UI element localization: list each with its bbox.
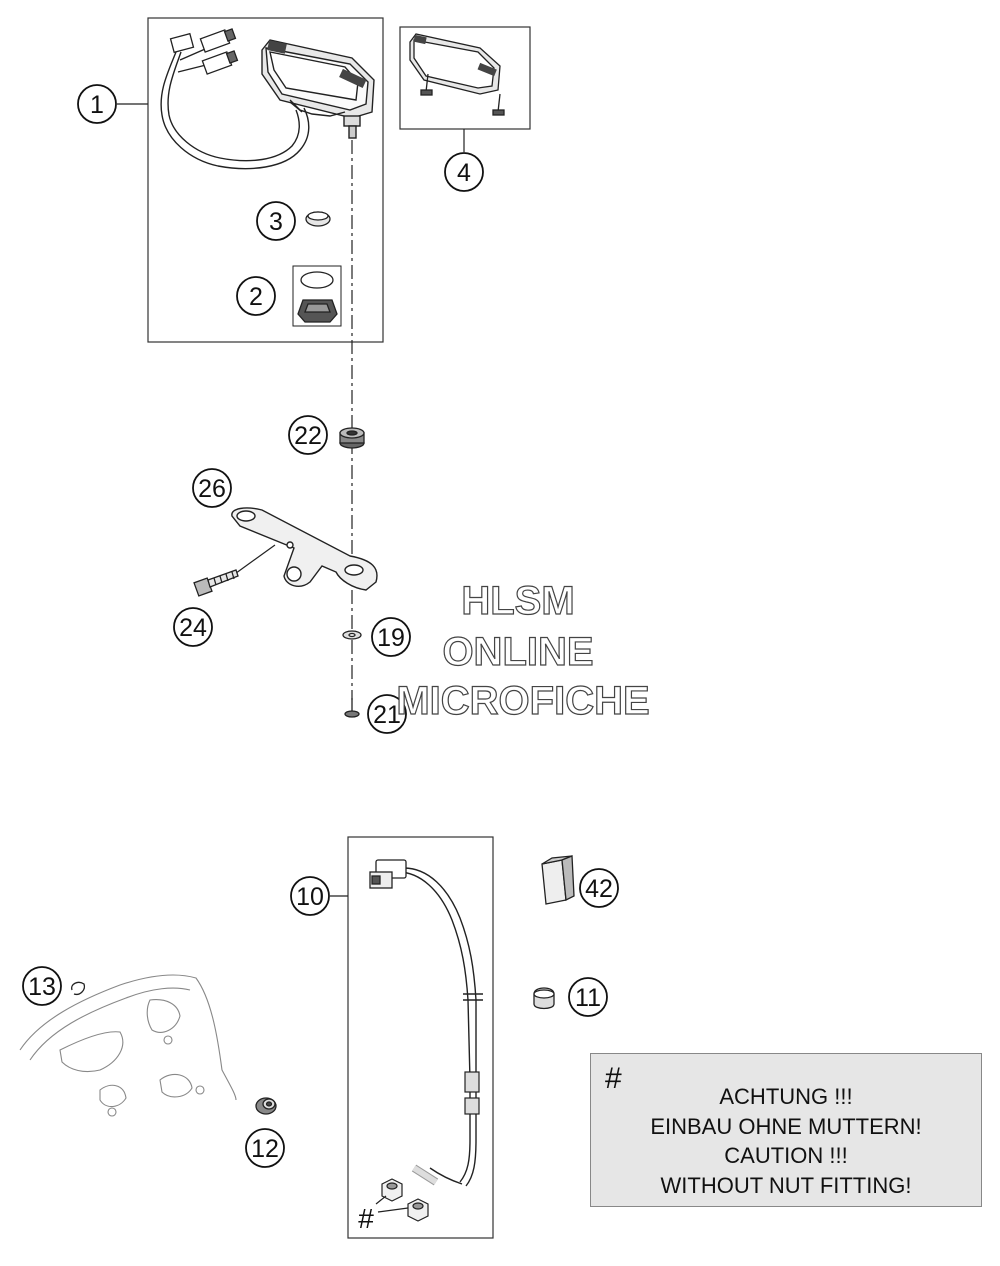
svg-text:12: 12 — [251, 1135, 279, 1163]
note-line-4: WITHOUT NUT FITTING! — [660, 1172, 912, 1198]
note-line-1: ACHTUNG !!! — [719, 1084, 853, 1109]
callout-1 — [78, 85, 116, 123]
washer-part-19 — [343, 631, 361, 639]
seal-kit-part-2 — [293, 266, 341, 326]
clip-part-11 — [534, 988, 554, 1009]
svg-text:2: 2 — [249, 283, 263, 311]
svg-text:13: 13 — [28, 973, 56, 1001]
callout-2 — [237, 277, 275, 315]
svg-text:42: 42 — [585, 875, 613, 903]
bolt-part-24 — [194, 570, 238, 596]
connector-plugs — [171, 29, 238, 74]
watermark-line-2: ONLINE — [442, 630, 594, 674]
svg-text:24: 24 — [179, 614, 207, 642]
svg-text:10: 10 — [296, 883, 324, 911]
svg-text:4: 4 — [457, 159, 471, 187]
speedometer-cover-part-4 — [410, 34, 504, 115]
speedometer-unit — [262, 40, 374, 138]
svg-text:21: 21 — [373, 701, 401, 729]
callout-42 — [580, 869, 618, 907]
callout-3 — [257, 202, 295, 240]
callout-11 — [569, 978, 607, 1016]
sensor-connector — [370, 860, 406, 888]
note-line-3: CAUTION !!! — [724, 1143, 848, 1168]
grommet-part-22 — [340, 428, 364, 448]
svg-text:26: 26 — [198, 475, 226, 503]
watermark-line-1: HLSM — [461, 579, 575, 623]
svg-text:1: 1 — [90, 91, 104, 119]
caution-note — [590, 1053, 982, 1207]
bracket-part-26 — [232, 508, 377, 590]
svg-text:22: 22 — [294, 422, 322, 450]
sensor-hash-mark: # — [358, 1203, 374, 1234]
callout-26 — [193, 469, 231, 507]
svg-text:3: 3 — [269, 208, 283, 236]
callout-12 — [246, 1129, 284, 1167]
cap-part-3 — [306, 212, 330, 226]
watermark-line-3: MICROFICHE — [396, 679, 650, 723]
callout-22 — [289, 416, 327, 454]
sleeve-part-42 — [542, 856, 574, 904]
callout-10 — [291, 877, 329, 915]
svg-text:19: 19 — [377, 624, 405, 652]
screw-part-21 — [345, 698, 359, 717]
sensor-clips — [465, 1072, 479, 1114]
note-text — [591, 1082, 981, 1200]
svg-text:11: 11 — [575, 984, 601, 1012]
spacer-part-12 — [256, 1098, 276, 1114]
ring-part-13 — [72, 982, 85, 994]
sensor-cable-part-10 — [398, 868, 483, 1186]
callout-13 — [23, 967, 61, 1005]
sensor-nuts — [376, 1179, 428, 1221]
callout-24 — [174, 608, 212, 646]
callout-4 — [445, 153, 483, 191]
watermark — [396, 579, 649, 723]
note-line-2: EINBAU OHNE MUTTERN! — [650, 1113, 922, 1139]
note-hash-symbol: # — [605, 1062, 622, 1095]
callout-19 — [372, 618, 410, 656]
